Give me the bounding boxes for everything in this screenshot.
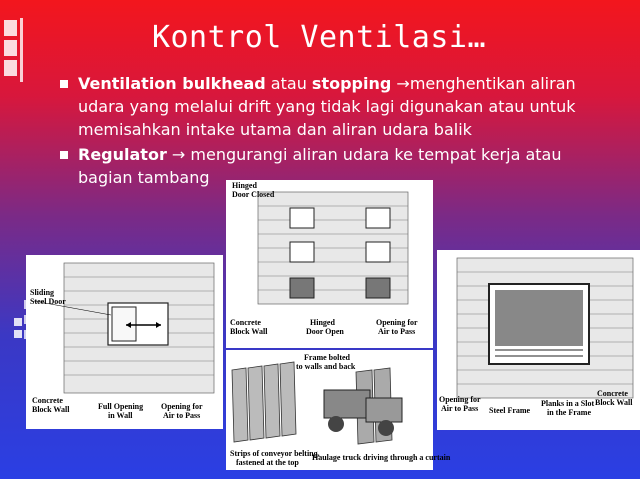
deco-bar bbox=[4, 60, 17, 76]
bullet-term: Ventilation bulkhead bbox=[78, 74, 266, 93]
label-opening-for: Opening for bbox=[439, 395, 481, 404]
curtain-figure bbox=[226, 350, 451, 470]
label-door-open: Door Open bbox=[306, 327, 344, 336]
label-block-wall: Block Wall bbox=[595, 398, 633, 407]
label-hinged-open: Hinged bbox=[310, 318, 335, 327]
label-air-to-pass: Air to Pass bbox=[378, 327, 416, 336]
deco-square bbox=[14, 318, 22, 326]
bullet-list bbox=[60, 72, 620, 191]
label-opening-for: Opening for bbox=[376, 318, 418, 327]
hinged-door-figure bbox=[226, 180, 433, 348]
sliding-door-illustration bbox=[26, 255, 223, 429]
label-air-to-pass: Air to Pass bbox=[441, 404, 479, 413]
arrow-icon: → bbox=[166, 145, 186, 164]
label-planks: Planks in a Slot bbox=[541, 399, 595, 408]
label-frame-bolted: Frame bolted bbox=[304, 353, 350, 362]
label-hinged: Hinged bbox=[232, 181, 257, 190]
bullet-term: Regulator bbox=[78, 145, 167, 164]
label-to-walls: to walls and back bbox=[296, 362, 356, 371]
label-concrete: Concrete bbox=[32, 396, 63, 405]
label-air-to-pass: Air to Pass bbox=[163, 411, 201, 420]
bullet-connector: atau bbox=[265, 74, 312, 93]
label-in-frame: in the Frame bbox=[547, 408, 591, 417]
arrow-icon: → bbox=[391, 74, 410, 93]
label-in-wall: in Wall bbox=[108, 411, 133, 420]
label-haulage: Haulage truck driving through a curtain bbox=[312, 453, 451, 462]
label-fastened: fastened at the top bbox=[236, 458, 299, 467]
bullet-item bbox=[60, 72, 620, 141]
label-block-wall: Block Wall bbox=[32, 405, 70, 414]
bullet-term2: stopping bbox=[311, 74, 392, 93]
plank-regulator-illustration bbox=[437, 250, 640, 430]
bullet-text bbox=[78, 72, 620, 141]
label-steel-frame: Steel Frame bbox=[489, 406, 531, 415]
plank-regulator-figure bbox=[437, 250, 640, 430]
bullet-icon bbox=[60, 151, 68, 159]
label-block-wall: Block Wall bbox=[230, 327, 268, 336]
curtain-illustration bbox=[226, 350, 451, 470]
label-steel-door: Steel Door bbox=[30, 297, 66, 306]
label-door-closed: Door Closed bbox=[232, 190, 275, 199]
label-strips: Strips of conveyor belting, bbox=[230, 449, 320, 458]
label-opening-for: Opening for bbox=[161, 402, 203, 411]
label-concrete: Concrete bbox=[230, 318, 261, 327]
label-full-opening: Full Opening bbox=[98, 402, 144, 411]
label-concrete: Concrete bbox=[597, 389, 628, 398]
bullet-rest: menghentikan aliran udara yang melalui drift yang tidak lagi digunakan atau untuk memisahkan intake utama dan aliran udara balik bbox=[78, 74, 576, 139]
bullet-rest: mengurangi aliran udara ke tempat kerja atau bagian tambang bbox=[78, 145, 562, 187]
bullet-icon bbox=[60, 80, 68, 88]
slide-title: Kontrol Ventilasi… bbox=[151, 20, 487, 55]
deco-square bbox=[14, 330, 22, 338]
label-sliding: Sliding bbox=[30, 288, 55, 297]
hinged-door-illustration bbox=[226, 180, 433, 348]
sliding-door-figure bbox=[26, 255, 223, 429]
